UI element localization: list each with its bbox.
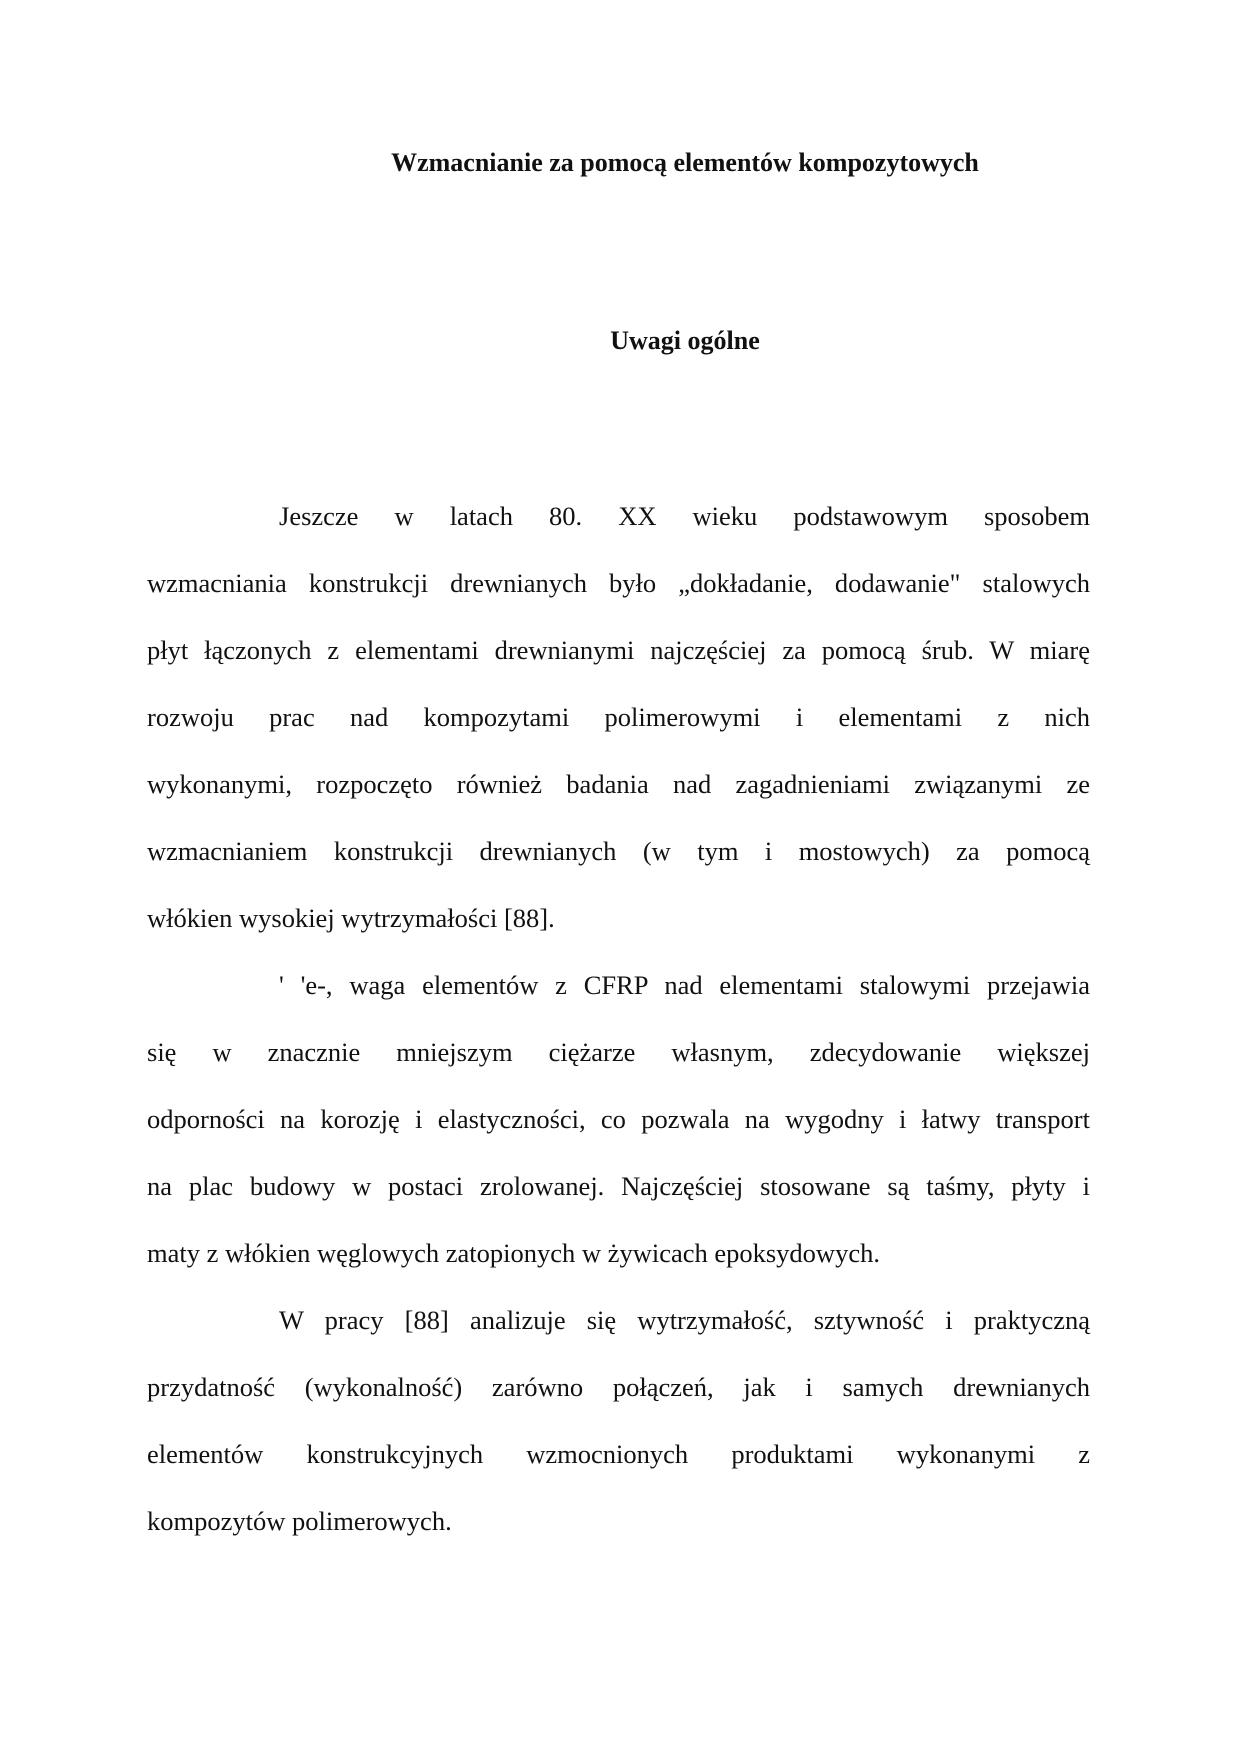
text-line: rozwoju prac nad kompozytami polimerowymi i elementami z nich [147,702,1090,732]
paragraph-2 [147,967,1090,1302]
document-title: Wzmacnianie za pomocą elementów kompozytowych [391,148,979,177]
text-line: odporności na korozję i elastyczności, co pozwala na wygodny i łatwy transport [147,1104,1090,1134]
text-line: elementów konstrukcyjnych wzmocnionych produktami wykonanymi z [147,1439,1090,1469]
text-line: wzmacnianiem konstrukcji drewnianych (w tym i mostowych) za pomocą [147,836,1090,866]
text-line: przydatność (wykonalność) zarówno połączeń, jak i samych drewnianych [147,1372,1090,1402]
paragraph-3 [147,1302,1090,1570]
text-line: Jeszcze w latach 80. XX wieku podstawowym sposobem [279,501,1090,531]
section-heading: Uwagi ogólne [610,326,760,355]
text-line: wzmacniania konstrukcji drewnianych było „dokładanie, dodawanie" stalowych [147,568,1090,598]
paragraph-1 [147,498,1090,967]
text-line: W pracy [88] analizuje się wytrzymałość, sztywność i praktyczną [279,1305,1090,1335]
text-line: maty z włókien węglowych zatopionych w żywicach epoksydowych. [147,1238,880,1268]
text-line: płyt łączonych z elementami drewnianymi najczęściej za pomocą śrub. W miarę [147,635,1090,665]
text-line: ' 'e-, waga elementów z CFRP nad elementami stalowymi przejawia [279,970,1090,1000]
text-line: wykonanymi, rozpoczęto również badania nad zagadnieniami związanymi ze [147,769,1090,799]
text-line: na plac budowy w postaci zrolowanej. Najczęściej stosowane są taśmy, płyty i [147,1171,1090,1201]
text-line: się w znacznie mniejszym ciężarze własnym, zdecydowanie większej [147,1037,1090,1067]
text-line: kompozytów polimerowych. [147,1506,452,1536]
document-body [147,498,1090,1570]
text-line: włókien wysokiej wytrzymałości [88]. [147,903,555,933]
